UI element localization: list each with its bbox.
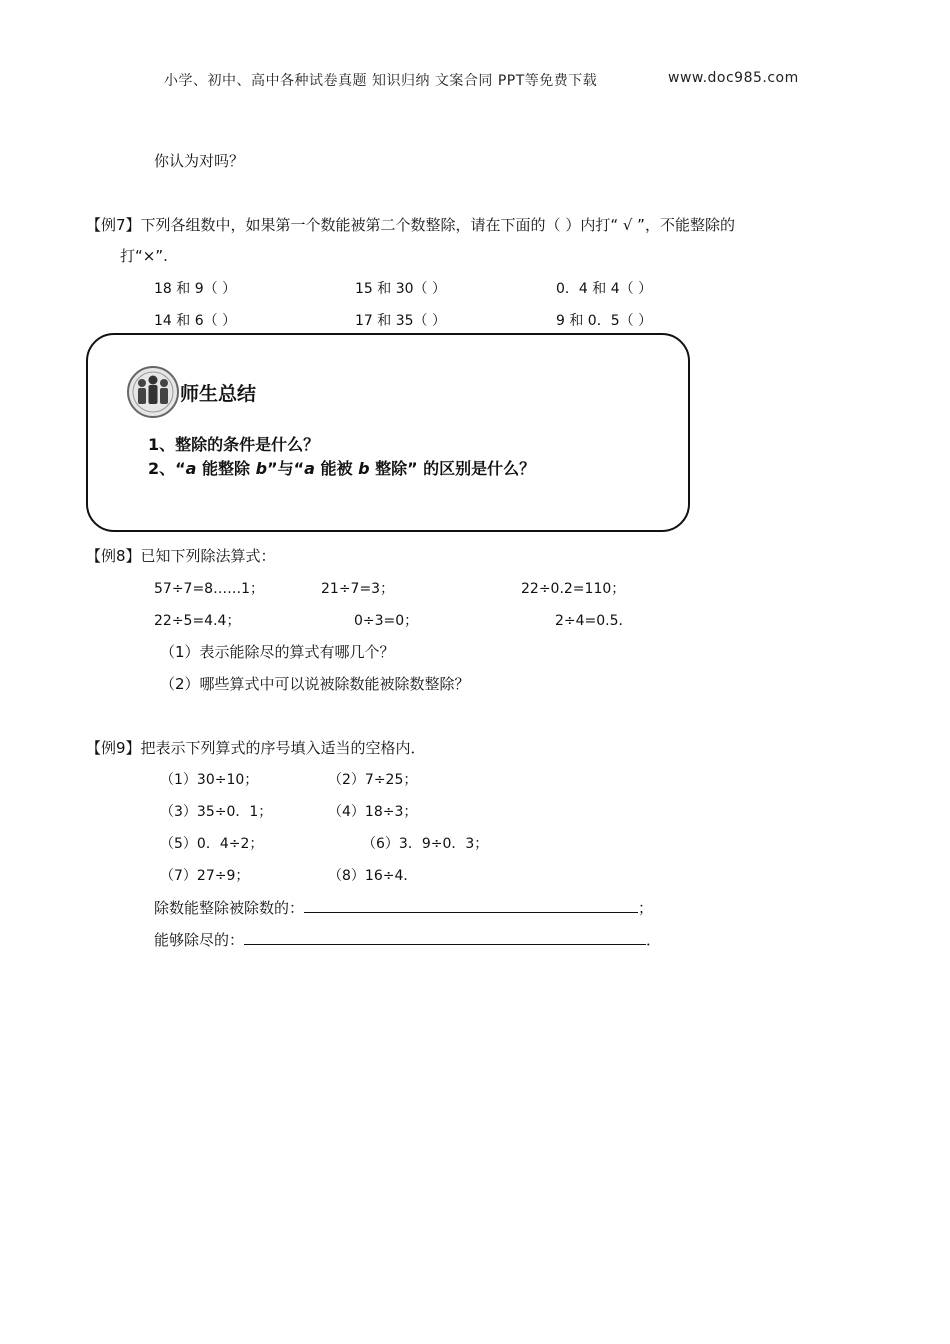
ex9-intro: 把表示下列算式的序号填入适当的空格内．	[140, 739, 426, 757]
var-a: a	[185, 459, 197, 478]
ex7-item: 15 和 30（ ）	[355, 281, 446, 297]
ex8-expr: 22÷0.2=110；	[521, 581, 626, 597]
q2-text: ”与“	[267, 459, 305, 478]
ex7-item: 18 和 9（ ）	[154, 281, 237, 297]
ex8-intro: 已知下列除法算式：	[140, 547, 276, 565]
ex8-expr: 22÷5=4.4；	[154, 613, 241, 629]
ex7-item: 0．4 和 4（ ）	[556, 281, 653, 297]
ex7-line1	[86, 214, 735, 235]
ex9-item: （2）7÷25；	[328, 772, 418, 788]
var-a: a	[304, 459, 315, 478]
ex7-item: 17 和 35（ ）	[355, 313, 446, 329]
q2-prefix: 2、“	[148, 459, 186, 478]
ex7-tag: 【例7】	[86, 216, 141, 234]
var-b: b	[255, 459, 268, 478]
ex8-tag: 【例8】	[86, 547, 141, 565]
ex8-expr: 2÷4=0.5．	[555, 613, 633, 629]
summary-title: 师生总结	[180, 383, 257, 405]
ex7-line2: 打“×”.	[120, 247, 168, 265]
ex7-item: 9 和 0．5（ ）	[556, 313, 653, 329]
ex7-text: 下列各组数中，如果第一个数能被第二个数整除，请在下面的（ ）内打“ √ ”，不能整除的	[140, 216, 735, 234]
q2-text: 整除” 的区别是什么？	[369, 459, 536, 478]
fill1-end: ；	[638, 899, 654, 917]
ex8-q2: （2）哪些算式中可以说被除数能被除数整除？	[160, 675, 470, 693]
top-question: 你认为对吗？	[154, 152, 245, 170]
header-text: 小学、初中、高中各种试卷真题 知识归纳 文案合同 PPT等免费下载	[164, 73, 598, 89]
summary-q2	[148, 456, 535, 479]
header-site: www.doc985.com	[668, 70, 799, 86]
ex9-fill1	[154, 897, 653, 918]
ex9-heading	[86, 737, 426, 758]
ex9-fill2	[154, 929, 661, 950]
ex9-item: （7）27÷9；	[160, 868, 250, 884]
ex9-item: （4）18÷3；	[328, 804, 418, 820]
people-icon	[126, 365, 180, 419]
fill2-label: 能够除尽的：	[154, 931, 245, 949]
ex9-item: （8）16÷4．	[328, 868, 418, 884]
q2-text: 能被	[314, 459, 359, 478]
var-b: b	[358, 459, 370, 478]
ex8-q1: （1）表示能除尽的算式有哪几个？	[160, 643, 395, 661]
ex9-tag: 【例9】	[86, 739, 141, 757]
q2-text: 能整除	[196, 459, 256, 478]
fill1-label: 除数能整除被除数的：	[154, 899, 305, 917]
ex7-item: 14 和 6（ ）	[154, 313, 237, 329]
ex8-heading	[86, 545, 276, 566]
ex8-expr: 21÷7=3；	[321, 581, 395, 597]
fill1-blank[interactable]	[304, 898, 638, 913]
ex8-expr: 0÷3=0；	[354, 613, 419, 629]
ex9-item: （1）30÷10；	[160, 772, 259, 788]
fill2-blank[interactable]	[244, 930, 646, 945]
ex9-item: （6）3．9÷0．3；	[362, 836, 489, 852]
ex9-item: （5）0．4÷2；	[160, 836, 264, 852]
fill2-end: ．	[646, 931, 662, 949]
summary-q1: 1、整除的条件是什么？	[148, 435, 320, 454]
ex8-expr: 57÷7=8……1；	[154, 581, 264, 597]
ex9-item: （3）35÷0．1；	[160, 804, 273, 820]
